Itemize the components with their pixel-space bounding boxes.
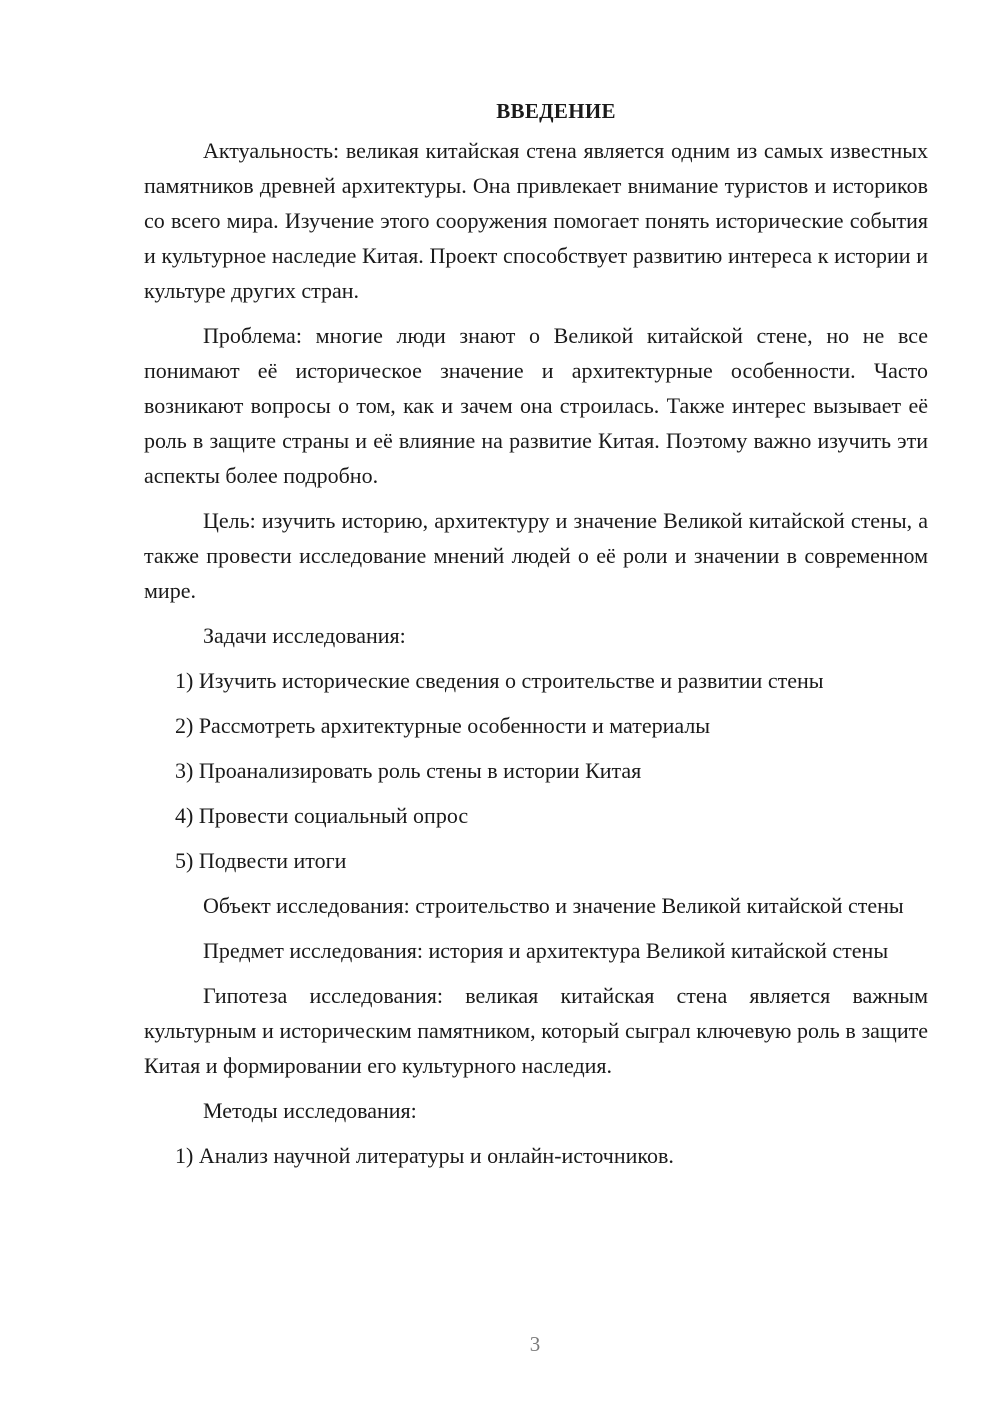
list-item: 5) Подвести итоги	[175, 848, 347, 873]
list-item: 3) Проанализировать роль стены в истории Китая	[175, 758, 642, 783]
tasks-heading: Задачи исследования:	[203, 623, 406, 648]
methods-list	[144, 1138, 928, 1173]
list-item: 4) Провести социальный опрос	[175, 803, 469, 828]
goal-paragraph: Цель: изучить историю, архитектуру и значение Великой китайской стены, а также провести исследование мнений людей о её роли и значении в современном мире.	[144, 508, 928, 603]
problem-paragraph: Проблема: многие люди знают о Великой китайской стене, но не все понимают её историческое значение и архитектурные особенности. Часто возникают вопросы о том, как и зачем она строилась. Также интерес вызывает её роль в защите страны и её влияние на развитие Китая. Поэтому важно изучить эти аспекты более подробно.	[144, 323, 928, 488]
section-title: ВВЕДЕНИЕ	[496, 99, 616, 123]
relevance-paragraph: Актуальность: великая китайская стена является одним из самых известных памятников древней архитектуры. Она привлекает внимание туристов и историков со всего мира. Изучение этого сооружения помогает понять исторические события и культурное наследие Китая. Проект способствует развитию интереса к истории и культуре других стран.	[144, 138, 928, 303]
list-item: 1) Анализ научной литературы и онлайн-источников.	[175, 1143, 674, 1168]
methods-heading: Методы исследования:	[203, 1098, 417, 1123]
tasks-list	[144, 663, 928, 878]
list-item: 2) Рассмотреть архитектурные особенности и материалы	[175, 713, 711, 738]
page-content	[144, 94, 928, 1183]
hypothesis-paragraph: Гипотеза исследования: великая китайская стена является важным культурным и историческим памятником, который сыграл ключевую роль в защите Китая и формировании его культурного наследия.	[144, 983, 928, 1078]
list-item: 1) Изучить исторические сведения о строительстве и развитии стены	[175, 668, 824, 693]
subject-paragraph: Предмет исследования: история и архитектура Великой китайской стены	[203, 938, 889, 963]
page-number: 3	[529, 1332, 541, 1356]
object-paragraph: Объект исследования: строительство и значение Великой китайской стены	[203, 893, 904, 918]
